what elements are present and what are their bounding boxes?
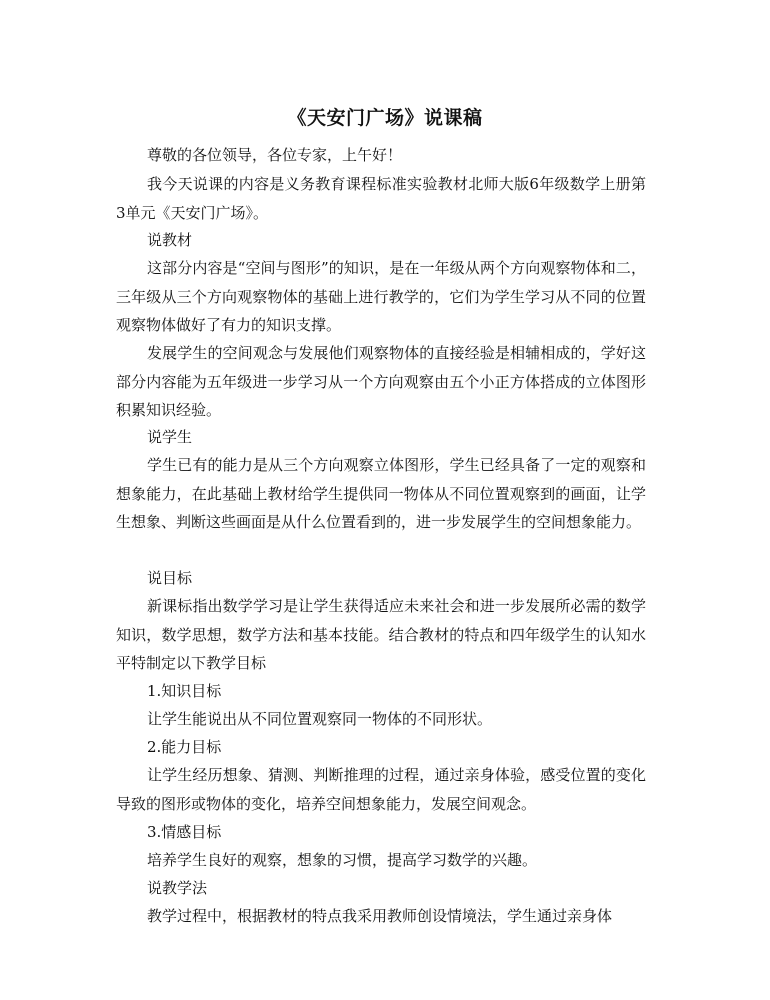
section-heading-students: 说学生 bbox=[147, 428, 193, 446]
goal-ability-text: 让学生经历想象、猜测、判断推理的过程，通过亲身体验，感受位置的变化导致的图形或物体的变化，培养空间想象能力，发展空间观念。 bbox=[116, 766, 646, 813]
document-title: 《天安门广场》说课稿 bbox=[287, 107, 483, 129]
goal-knowledge-text: 让学生能说出从不同位置观察同一物体的不同形状。 bbox=[147, 710, 493, 728]
goal-emotion-text: 培养学生良好的观察，想象的习惯，提高学习数学的兴趣。 bbox=[147, 851, 538, 869]
textbook-paragraph-2: 发展学生的空间观念与发展他们观察物体的直接经验是相辅相成的，学好这部分内容能为五年级进一步学习从一个方向观察由五个小正方体搭成的立体图形积累知识经验。 bbox=[116, 344, 646, 419]
methods-paragraph: 教学过程中，根据教材的特点我采用教师创设情境法，学生通过亲身体 bbox=[147, 907, 613, 925]
section-heading-methods: 说教学法 bbox=[147, 879, 208, 897]
goal-heading-ability: 2.能力目标 bbox=[147, 738, 222, 756]
students-paragraph: 学生已有的能力是从三个方向观察立体图形，学生已经具备了一定的观察和想象能力，在此基础上教材给学生提供同一物体从不同位置观察到的画面，让学生想象、判断这些画面是从什么位置看到的，进一步发展学生的空间想象能力。 bbox=[116, 456, 646, 531]
goal-heading-knowledge: 1.知识目标 bbox=[147, 682, 222, 700]
greeting-paragraph: 尊敬的各位领导，各位专家，上午好！ bbox=[147, 146, 403, 164]
goals-paragraph: 新课标指出数学学习是让学生获得适应未来社会和进一步发展所必需的数学知识，数学思想，数学方法和基本技能。结合教材的特点和四年级学生的认知水平特制定以下教学目标 bbox=[116, 597, 646, 672]
intro-paragraph: 我今天说课的内容是义务教育课程标准实验教材北师大版6年级数学上册第3单元《天安门广场》。 bbox=[116, 175, 646, 222]
section-heading-textbook: 说教材 bbox=[147, 231, 193, 249]
goal-heading-emotion: 3.情感目标 bbox=[147, 823, 222, 841]
section-heading-goals: 说目标 bbox=[147, 569, 193, 587]
textbook-paragraph-1: 这部分内容是“空间与图形”的知识，是在一年级从两个方向观察物体和二，三年级从三个方向观察物体的基础上进行教学的，它们为学生学习从不同的位置观察物体做好了有力的知识支撑。 bbox=[116, 259, 646, 334]
